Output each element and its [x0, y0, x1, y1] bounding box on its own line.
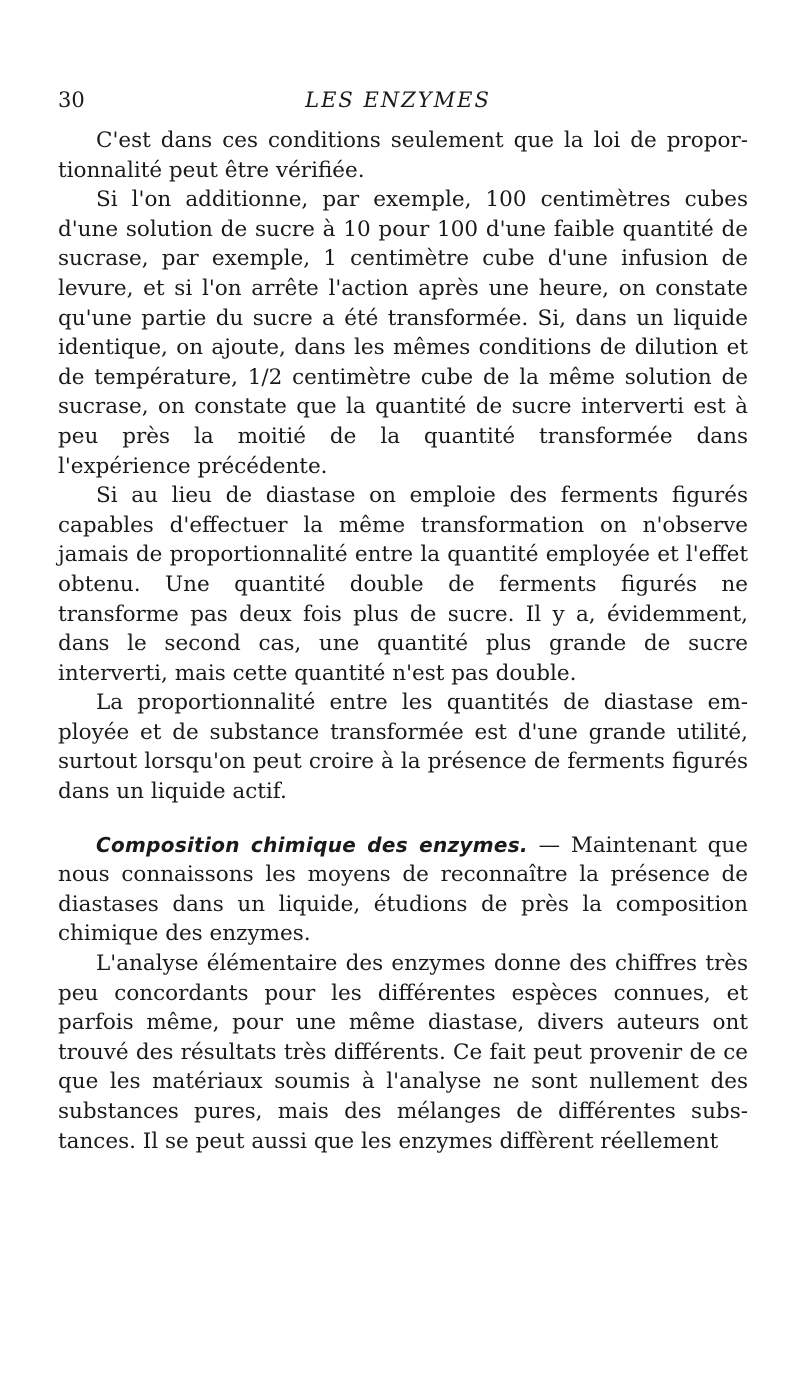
paragraph: C'est dans ces conditions seulement que la loi de proportionnalité peut être vérifiée. [58, 128, 748, 183]
page-header [58, 88, 738, 118]
page-number: 30 [58, 88, 85, 112]
running-title: LES ENZYMES [305, 88, 491, 112]
paragraph: L'analyse élémentaire des enzymes donne des chiffres très peu concordants pour les différentes espèces connues, et parfois même, pour une même diastase, divers auteurs ont trouvé des résultats très différents. Ce fait peut provenir de ce que les matériaux soumis à l'analyse ne sont nullement des substances pures, mais des mélanges de différentes substances. Il se peut aussi que les enzymes diffèrent réellement [58, 951, 748, 1154]
section-paragraph [58, 831, 748, 949]
page-body [58, 126, 748, 1156]
section-intro: — Maintenant que nous connaissons les moyens de reconnaître la présence de diastases dans un liquide, étudions de près la composition chimique des enzymes. [58, 832, 748, 947]
paragraph: Si l'on additionne, par exemple, 100 centimètres cubes d'une solution de sucre à 10 pour 100 d'une faible quantité de sucrase, par exemple, 1 centimètre cube d'une infusion de levure, et si l'on arrête l'action après une heure, on constate qu'une partie du sucre a été transformée. Si, dans un liquide identique, on ajoute, dans les mêmes conditions de dilution et de température, 1/2 centimètre cube de la même solution de sucrase, on constate que la quantité de sucre interverti est à peu près la moitié de la quantité transformée dans l'expérience précédente. [58, 187, 748, 479]
paragraph: La proportionnalité entre les quantités de diastase employée et de substance transformée est d'une grande utilité, surtout lorsqu'on peut croire à la présence de ferments figurés dans un liquide actif. [58, 690, 748, 805]
paragraph: Si au lieu de diastase on emploie des ferments figurés capables d'effectuer la même transformation on n'observe jamais de proportionnalité entre la quantité employée et l'effet obtenu. Une quantité double de ferments figurés ne transforme pas deux fois plus de sucre. Il y a, évidemment, dans le second cas, une quantité plus grande de sucre interverti, mais cette quantité n'est pas double. [58, 483, 748, 686]
section-title: Composition chimique des enzymes. [96, 832, 528, 857]
